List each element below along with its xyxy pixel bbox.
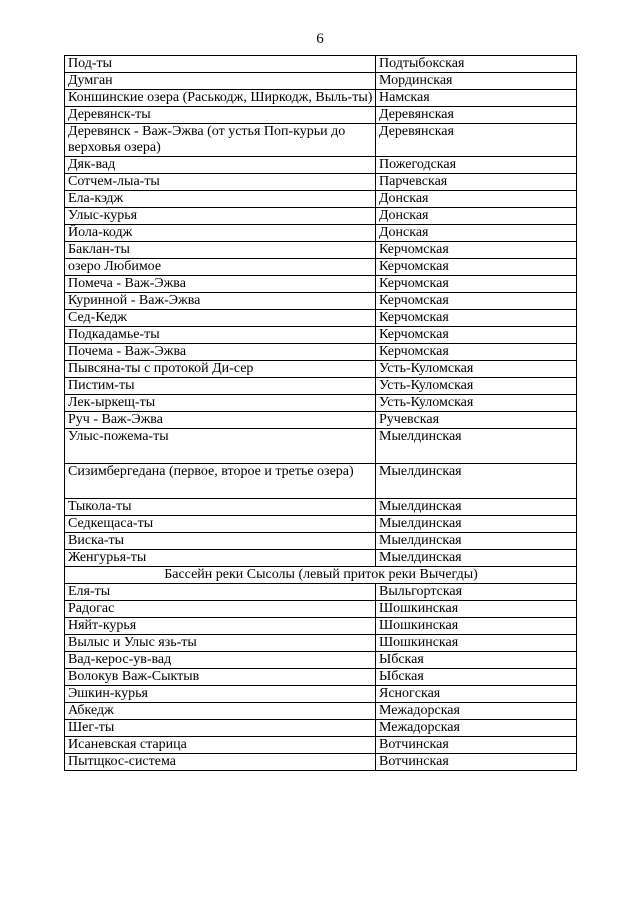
district-name: Шошкинская: [376, 601, 577, 618]
water-body-name: Руч - Важ-Эжва: [65, 412, 376, 429]
water-body-name: Няйт-курья: [65, 618, 376, 635]
district-name: Межадорская: [376, 720, 577, 737]
table-row: [65, 669, 577, 686]
table-row: [65, 601, 577, 618]
water-body-name: Лек-ыркещ-ты: [65, 395, 376, 412]
water-body-name: Куринной - Важ-Эжва: [65, 293, 376, 310]
table-row: [65, 395, 577, 412]
district-name: Мыелдинская: [376, 464, 577, 499]
table-row: [65, 242, 577, 259]
water-body-name: Баклан-ты: [65, 242, 376, 259]
water-body-name: Помеча - Важ-Эжва: [65, 276, 376, 293]
water-body-name: Дяк-вад: [65, 157, 376, 174]
water-body-name: Виска-ты: [65, 533, 376, 550]
district-name: Мыелдинская: [376, 516, 577, 533]
table-row: [65, 225, 577, 242]
table-row: [65, 412, 577, 429]
table-row: [65, 754, 577, 771]
water-body-name: Седкещаса-ты: [65, 516, 376, 533]
water-body-name: Еля-ты: [65, 584, 376, 601]
table-row: [65, 584, 577, 601]
district-name: Донская: [376, 208, 577, 225]
table-row: [65, 378, 577, 395]
district-name: Подтыбокская: [376, 56, 577, 73]
section-header: Бассейн реки Сысолы (левый приток реки Вычегды): [65, 567, 577, 584]
district-name: Донская: [376, 191, 577, 208]
district-name: Керчомская: [376, 242, 577, 259]
water-body-name: Коншинские озера (Раськодж, Ширкодж, Выль-ты): [65, 90, 376, 107]
district-name: Парчевская: [376, 174, 577, 191]
section-header-row: [65, 567, 577, 584]
water-body-name: Шег-ты: [65, 720, 376, 737]
water-body-name: Пывсяна-ты с протокой Ди-сер: [65, 361, 376, 378]
water-body-name: Тыкола-ты: [65, 499, 376, 516]
water-body-name: Волокув Важ-Сыктыв: [65, 669, 376, 686]
water-bodies-table: [64, 55, 577, 771]
district-name: Усть-Куломская: [376, 361, 577, 378]
table-row: [65, 361, 577, 378]
water-body-name: Сизимбергедана (первое, второе и третье озера): [65, 464, 376, 499]
table-row: [65, 191, 577, 208]
district-name: Ыбская: [376, 652, 577, 669]
water-body-name: Пытщкос-система: [65, 754, 376, 771]
table-row: [65, 550, 577, 567]
water-body-name: Улыс-курья: [65, 208, 376, 225]
table-row: [65, 124, 577, 157]
district-name: Керчомская: [376, 310, 577, 327]
district-name: Вотчинская: [376, 754, 577, 771]
table-row: [65, 618, 577, 635]
table-body: [65, 56, 577, 771]
water-body-name: Ела-кэдж: [65, 191, 376, 208]
district-name: Керчомская: [376, 259, 577, 276]
table-row: [65, 157, 577, 174]
water-body-name: Вад-керос-ув-вад: [65, 652, 376, 669]
table-row: [65, 464, 577, 499]
district-name: Шошкинская: [376, 618, 577, 635]
table-row: [65, 499, 577, 516]
district-name: Ручевская: [376, 412, 577, 429]
district-name: Мыелдинская: [376, 550, 577, 567]
water-body-name: Сотчем-лыа-ты: [65, 174, 376, 191]
table-row: [65, 259, 577, 276]
district-name: Деревянская: [376, 107, 577, 124]
water-body-name: Абкедж: [65, 703, 376, 720]
district-name: Межадорская: [376, 703, 577, 720]
water-body-name: Пистим-ты: [65, 378, 376, 395]
district-name: Керчомская: [376, 276, 577, 293]
water-body-name: Эшкин-курья: [65, 686, 376, 703]
district-name: Пожегодская: [376, 157, 577, 174]
district-name: Керчомская: [376, 293, 577, 310]
page-number: 6: [316, 31, 324, 47]
district-name: Донская: [376, 225, 577, 242]
water-body-name: Радогас: [65, 601, 376, 618]
district-name: Мыелдинская: [376, 499, 577, 516]
table-row: [65, 652, 577, 669]
district-name: Ясногская: [376, 686, 577, 703]
table-row: [65, 310, 577, 327]
district-name: Деревянская: [376, 124, 577, 157]
water-body-name: Под-ты: [65, 56, 376, 73]
table-row: [65, 429, 577, 464]
table-row: [65, 703, 577, 720]
district-name: Намская: [376, 90, 577, 107]
district-name: Шошкинская: [376, 635, 577, 652]
district-name: Вотчинская: [376, 737, 577, 754]
district-name: Ыбская: [376, 669, 577, 686]
table-row: [65, 344, 577, 361]
water-body-name: Деревянск-ты: [65, 107, 376, 124]
table-row: [65, 686, 577, 703]
district-name: Мординская: [376, 73, 577, 90]
water-body-name: Вылыс и Улыс язь-ты: [65, 635, 376, 652]
table-row: [65, 276, 577, 293]
table-row: [65, 56, 577, 73]
water-body-name: озеро Любимое: [65, 259, 376, 276]
district-name: Выльгортская: [376, 584, 577, 601]
table-row: [65, 533, 577, 550]
district-name: Керчомская: [376, 344, 577, 361]
district-name: Усть-Куломская: [376, 378, 577, 395]
table-row: [65, 293, 577, 310]
water-body-name: Йола-кодж: [65, 225, 376, 242]
table-row: [65, 174, 577, 191]
district-name: Мыелдинская: [376, 533, 577, 550]
water-body-name: Деревянск - Важ-Эжва (от устья Поп-курьи до верховья озера): [65, 124, 376, 157]
table-row: [65, 327, 577, 344]
district-name: Керчомская: [376, 327, 577, 344]
table-row: [65, 90, 577, 107]
district-name: Усть-Куломская: [376, 395, 577, 412]
water-body-name: Думган: [65, 73, 376, 90]
water-body-name: Женгурья-ты: [65, 550, 376, 567]
water-body-name: Подкадамье-ты: [65, 327, 376, 344]
table-row: [65, 208, 577, 225]
water-body-name: Сед-Кедж: [65, 310, 376, 327]
table-row: [65, 73, 577, 90]
water-body-name: Улыс-пожема-ты: [65, 429, 376, 464]
table-row: [65, 516, 577, 533]
district-name: Мыелдинская: [376, 429, 577, 464]
table-row: [65, 635, 577, 652]
table-row: [65, 107, 577, 124]
water-body-name: Почема - Важ-Эжва: [65, 344, 376, 361]
water-body-name: Исаневская старица: [65, 737, 376, 754]
table-row: [65, 720, 577, 737]
table-row: [65, 737, 577, 754]
